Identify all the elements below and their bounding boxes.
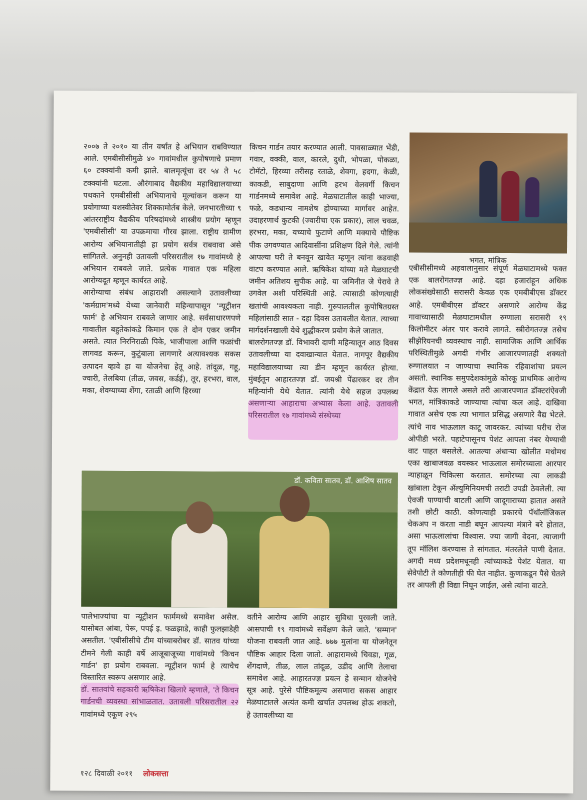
photo-person: [259, 516, 329, 608]
paragraph: डॉ. सातवांचे सहकारी ऋषिकेश खिलारे म्हणाले, 'ते किचन गार्डनची व्यवस्था सांभाळतात. उतावली परिसरातील २२ गावांमध्ये एकूण २९५: [80, 685, 239, 719]
photo-bhagat-mantrik: [409, 132, 568, 253]
paragraph: पालेभाज्यांचा या न्यूट्रीशन फार्ममध्ये समावेश असेल. यासोबत आंबा, पेरू, पपई इ. फळझाडे, काही फुलझाडेही असतील. 'एबीसीसीचे टीम यांच्याबरोबर डॉ. सातव यांच्या टीमने गेली काही वर्षे आजूबाजूच्या गावांमध्ये 'किचन गार्डन' हा प्रयोग राबवला. न्यूट्रीशन फार्म हे त्याचेच विस्तारित स्वरूप असणार आहे.: [80, 611, 240, 683]
footer-page-info: १२८ दिवाळी २०११: [80, 768, 133, 779]
article-column-3: [406, 262, 567, 763]
paragraph: एबीसीसीमध्ये अहवालानुसार संपूर्ण मेळघाटामध्ये फक्त एक बालरोगतज्ज्ञ आहे. दहा हजारांहून अधिक लोकसंख्येसाठी सरासरी केवळ एक एमबीबीएस डॉक्टर आहे. एमबीबीएस डॉक्टर असणारे आरोग्य केंद्र गावाच्यासाठी मेळघाटामधील रुग्णाला सरासरी १९ किलोमीटर अंतर पार करावे लागते. स्त्रीरोगतज्ज्ञ तसेच सीझेरियनची व्यवस्थाच नाही. सामाजिक आणि आर्थिक परिस्थितीमुळे अगदी गंभीर आजारपणातही शक्यतो रुग्णालयात न जाण्याचा स्थानिक रहिवाशांचा प्रयत्न असतो. स्थानिक समुपदेशकांमुळे कोरकू प्राथमिक आरोग्य केंद्रात येऊ लागले असले तरी आजारपणात डॉक्टरांऐवजी भगत, मांत्रिकाकडे जाण्याचा त्यांचा कल आहे. दाखिवा गावात असेच एक त्या भागात प्रसिद्ध असणारे वैद्य भेटले. त्यांचे नाव भाऊलाल काटू जावरकर. त्यांच्या घरीच रोज ओपीडी भरते. पहाटेपासूनच पेशंट आपला नंबर येण्याची वाट पाहत बसलेले. आतल्या अंधाऱ्या खोलीत मधोमध एका खाबाजवळ वयस्कर भाऊलाल समोरच्याला आरपार न्याहाळून चिकित्सा करतात. समोरच्या त्या लाकडी खांबाला टेकून ॲल्युमिनियमची तराटी उपडी ठेवलेली. त्या ऐवजी पाण्याची बाटली आणि जादूगाराच्या हातात असते तशी छोटी काठी. कोणत्याही प्रकारचे पॅथॉलॉजिकल चेकअप न करता नाडी बघून आपल्या मंत्राने बरे होतात, असा भाऊलालांचा विश्वास. ज्या जागी वेदना, त्याजागी तूप मॉलिश करण्यास ते सांगतात. मंतरलेले पाणी देतात. अगदी मध्य प्रदेशमधूनही त्यांच्याकडे पेशंट येतात. या सेवेपोटी ते कोणतीही फी घेत नाहीत. कुणाकडून पैसे घेतले तर आपली ही विद्या निघून जाईल, असे त्यांना वाटते.: [407, 263, 567, 591]
photo-figure: [525, 177, 539, 217]
photo-caption: भगत, मांत्रिक: [469, 255, 507, 266]
paragraph: आरोग्याचा संबंध आहाराशी असल्याने उतावलीच्या 'कर्मग्राम'मध्ये येथ्या जानेवारी महिन्यापासून 'न्यूट्रीशन फार्म' हे अभियान राबवले जाणार आहे. सर्वसाधारणपणे गावातील बहुतेकांकडे किमान एक ते दोन एकर जमीन असते. त्यात निरनिराळी पिके, भाजीपाला आणि फळांची लागवड करून, कुटुंबाला लागणारे अत्यावश्यक सकस उत्पादन व्हावे हा या योजनेचा हेतू आहे. तांदूळ, गहू, ज्वारी, तेलबिया (तीळ, जवस, कर्डई), तूर, हरभरा, वाल, मका, शेवग्याच्या शेंगा, रताळी आणि हिरव्या: [82, 288, 241, 396]
paragraph: किचन गार्डन तयार करण्यात आली. पावसाळ्यात भेंडी, गवार, वक्की, वाल, कारले, दुधी, भोपळा, पोकळा, टोमॅटो, हिरव्या तरीसह रताळे, शेवगा, हदगा, केळी, काकडी, साबुदाणा आणि हरभ वेलवर्गी किचन गार्डनमध्ये समावेश आहे. मेळघाटातील काही भाज्या, फळे, कडधान्य नामशेष होण्याच्या मार्गावर आहेत. उदाहरणार्थ कुटकी (ज्वारीचा एक प्रकार), लाल चवळ, हरभरा, मका, यच्याचे फुटाणे आणि मक्याचे पौष्टिक पीक उगवण्यात आदिवासींना प्रशिक्षण दिले गेले. त्यांनी आपल्या घरी ते बनवून खावेत म्हणून त्यांना कडवाही वाटप करण्यात आले. ऋषिकेश यांच्या मते मेळघाटची जमीन अतिशय सुपीक आहे. या जमिनीत जे पेरावे ते उगवेल अशी परिस्थिती आहे. त्यासाठी कोणत्याही खतांची आवश्यकता नाही. गुरुपालतील कुपोषितग्रस्त महिलांसाठी सात - दहा दिवस उतावलीत येतात. त्याच्या मार्गदर्शनखाली येथे शुद्धीकरण प्रयोग केले जातात.: [248, 142, 400, 336]
photo-doctors: [81, 471, 398, 609]
page-footer: [80, 767, 396, 783]
paragraph: २००७ ते २०१० या तीन वर्षांत हे अभियान राबविण्यात आले. एमबीसीसीमुळे ४० गावांमधील कुपोषणाचे प्रमाण ६० टक्क्यांनी कमी झाले. बालमृत्यूंचा दर ५४ ते ५८ टक्क्यांनी घटला. औरंगाबाद वैद्यकीय महाविद्यालयाच्या पथकाने एमबीसीसी अभियानाचे मूल्यांकन करून या प्रयोगाच्या यशस्वीतेवर शिक्कामोर्तब केले. जनभारतीच्या ९ आंतरराष्ट्रीय वैद्यकीय परिषदांमध्ये शास्त्रीय प्रयोग म्हणून 'एमबीसीसी' या उपक्रमाचा गौरव झाला. राष्ट्रीय ग्रामीण आरोग्य अभियानातीही हा प्रयोग सर्वत्र राबवावा असे सांगितले. अनुनही उतावली परिसरातील १७ गावांमध्ये हे अभियान राबवले जाते. प्रत्येक गावात एक महिला आरोग्यदूत म्हणून कार्यरत आहे.: [82, 141, 242, 286]
photo-person-head: [186, 501, 214, 533]
paragraph: वतीने आरोग्य आणि आहार सुविधा पुरवली जाते. आसपाची १९ गावांमध्ये सर्वेक्षण केले जाते. 'सम्मान' योजना राबवली जात आहे. ७७७ मुलांना या योजनेतून पौष्टिक आहार दिला जातो. आहारामध्ये चिवडा, गूळ, शेंगदाणे, तीळ, लाल तांदूळ, उडीद आणि तेलाचा समावेश आहे. आहारतज्ज्ञ प्रयत्न हे सन्मान योजनेचे सूत्र आहे. पुरेसे पौष्टिकमूल्य असणारा सकस आहार मेळघाटातले अत्यंत कमी खर्चात उपलब्ध होऊ शकतो, हे उतावलीच्या या: [246, 612, 398, 720]
photo-person-head: [280, 486, 310, 522]
photo-person: [171, 523, 227, 607]
photo-figure: [479, 161, 497, 217]
highlighter-mark: [248, 400, 398, 441]
article-column-2-lower: [246, 612, 397, 763]
magazine-page: [50, 91, 577, 794]
photo-caption: डॉ. कविता सातव, डॉ. आशिष सातव: [294, 475, 392, 486]
photo-figure: [501, 171, 519, 221]
photo-ground: [409, 222, 567, 253]
paragraph: बालरोगतज्ज्ञ डॉ. विभावरी दाणी महिन्यातून आठ दिवस उतावलीच्या या दवाखान्यात येतात. नागपूर वैद्यकीय महाविद्यालयाच्या त्या डीन म्हणून कार्यरत होत्या. मुंबईतून आहारतज्ज्ञ डॉ. जयश्री पेंढारकर दर तीन महिन्यांनी येथे येतात. त्यांनी येथे सहज उपलब्ध असणाऱ्या आहाराचा अभ्यास केला आहे. उतावली परिसरातील १७ गावांमध्ये संस्थेच्या: [248, 337, 399, 421]
highlighter-mark: [81, 683, 239, 706]
footer-brand-logo: लोकसत्ता: [143, 769, 169, 779]
article-column-1-lower: [80, 611, 239, 732]
